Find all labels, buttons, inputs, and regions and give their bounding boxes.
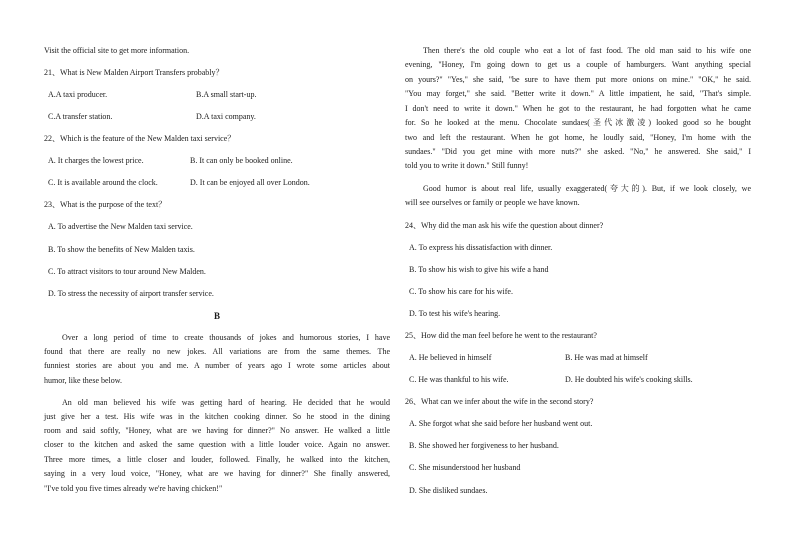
intro-line: Visit the official site to get more information.	[44, 46, 190, 55]
q24-option-a: A. To express his dissatisfaction with dinner.	[409, 243, 553, 252]
q24-question: 24、Why did the man ask his wife the question about dinner?	[405, 221, 604, 230]
paragraph-line: I don't need to write it down." When he got to the restaurant, he had forgotten what he came	[405, 104, 751, 113]
q25-option-d: D. He doubted his wife's cooking skills.	[565, 375, 693, 384]
paragraph-line: Then there's the old couple who eat a lot of fast food. The old man said to his wife one	[423, 46, 751, 55]
q22-option-a: A. It charges the lowest price.	[48, 156, 144, 165]
q24-option-d: D. To test his wife's hearing.	[409, 309, 501, 318]
paragraph-line: humor, like these below.	[44, 376, 123, 385]
q24-option-c: C. To show his care for his wife.	[409, 287, 513, 296]
q21-question: 21、What is New Malden Airport Transfers probably？	[44, 68, 224, 77]
paragraph-line: on yours?" "Yes," she said, "be sure to have them put more onions on mine." "OK," he said.	[405, 75, 751, 84]
q23-option-c: C. To attract visitors to tour around New Malden.	[48, 267, 206, 276]
q21-option-c: C.A transfer station.	[48, 112, 113, 121]
paragraph-line: "I've told you five times already we're having chicken!"	[44, 484, 223, 493]
q25-option-b: B. He was mad at himself	[565, 353, 648, 362]
q22-option-c: C. It is available around the clock.	[48, 178, 158, 187]
q25-option-c: C. He was thankful to his wife.	[409, 375, 509, 384]
paragraph-line: evening, "Honey, I'm going down to get us a couple of hamburgers. Want anything special	[405, 60, 751, 69]
paragraph-line: Good humor is about real life, usually exaggerated(夸大的). But, if we look closely, we	[423, 184, 751, 193]
paragraph-line: funniest stories are about you and me. A number of years ago I wrote some articles about	[44, 361, 390, 370]
paragraph-line: An old man believed his wife was getting hard of hearing. He decided that he would	[62, 398, 390, 407]
paragraph-line: saying in a very loud voice, "Honey, what are we having for dinner?" She finally answered,	[44, 469, 390, 478]
paragraph-line: closer to the kitchen and asked the same question with a little louder voice. Again no answer.	[44, 440, 390, 449]
paragraph-line: told you to write it down." Still funny!	[405, 161, 529, 170]
paragraph-line: found that there are really no new jokes. All variations are from the same themes. The	[44, 347, 390, 356]
q23-option-d: D. To stress the necessity of airport transfer service.	[48, 289, 214, 298]
paragraph-line: Three more times, a little closer and louder, followed. Finally, he walked into the kitchen,	[44, 455, 390, 464]
q23-question: 23、What is the purpose of the text？	[44, 200, 167, 209]
q21-option-b: B.A small start-up.	[196, 90, 257, 99]
paragraph-line: for. So he looked at the menu. Chocolate sundaes(圣代冰激凌) looked good so he bought	[405, 118, 751, 127]
paragraph-line: "You may forget," she said. "Better write it down." A little impatient, he said, "That's simple.	[405, 89, 751, 98]
q26-option-b: B. She showed her forgiveness to her husband.	[409, 441, 559, 450]
paragraph-line: just give her a test. His wife was in the kitchen cooking dinner. So he stood in the dining	[44, 412, 390, 421]
q21-option-d: D.A taxi company.	[196, 112, 256, 121]
q26-option-c: C. She misunderstood her husband	[409, 463, 521, 472]
q25-option-a: A. He believed in himself	[409, 353, 492, 362]
paragraph-line: sundaes." "Did you get mine with more nuts?" she asked. "No," he answered. She said," I	[405, 147, 751, 156]
paragraph-line: will see ourselves or family or people we have known.	[405, 198, 580, 207]
q21-option-a: A.A taxi producer.	[48, 90, 108, 99]
q26-option-d: D. She disliked sundaes.	[409, 486, 488, 495]
paragraph-line: Over a long period of time to create thousands of jokes and humorous stories, I have	[62, 333, 390, 342]
q25-question: 25、How did the man feel before he went to the restaurant?	[405, 331, 597, 340]
q26-question: 26、What can we infer about the wife in the second story?	[405, 397, 594, 406]
q22-option-b: B. It can only be booked online.	[190, 156, 293, 165]
q23-option-b: B. To show the benefits of New Malden taxis.	[48, 245, 195, 254]
section-b-heading: B	[213, 311, 220, 321]
paragraph-line: room and said softly, "Honey, what are we having for dinner?" No answer. He walked a little	[44, 426, 390, 435]
q26-option-a: A. She forgot what she said before her husband went out.	[409, 419, 593, 428]
paragraph-line: two and left the restaurant. When he got home, he loudly said, "Honey, I'm home with the	[405, 133, 751, 142]
q24-option-b: B. To show his wish to give his wife a hand	[409, 265, 549, 274]
q22-question: 22、Which is the feature of the New Malden taxi service？	[44, 134, 236, 143]
q22-option-d: D. It can be enjoyed all over London.	[190, 178, 310, 187]
q23-option-a: A. To advertise the New Malden taxi service.	[48, 222, 193, 231]
